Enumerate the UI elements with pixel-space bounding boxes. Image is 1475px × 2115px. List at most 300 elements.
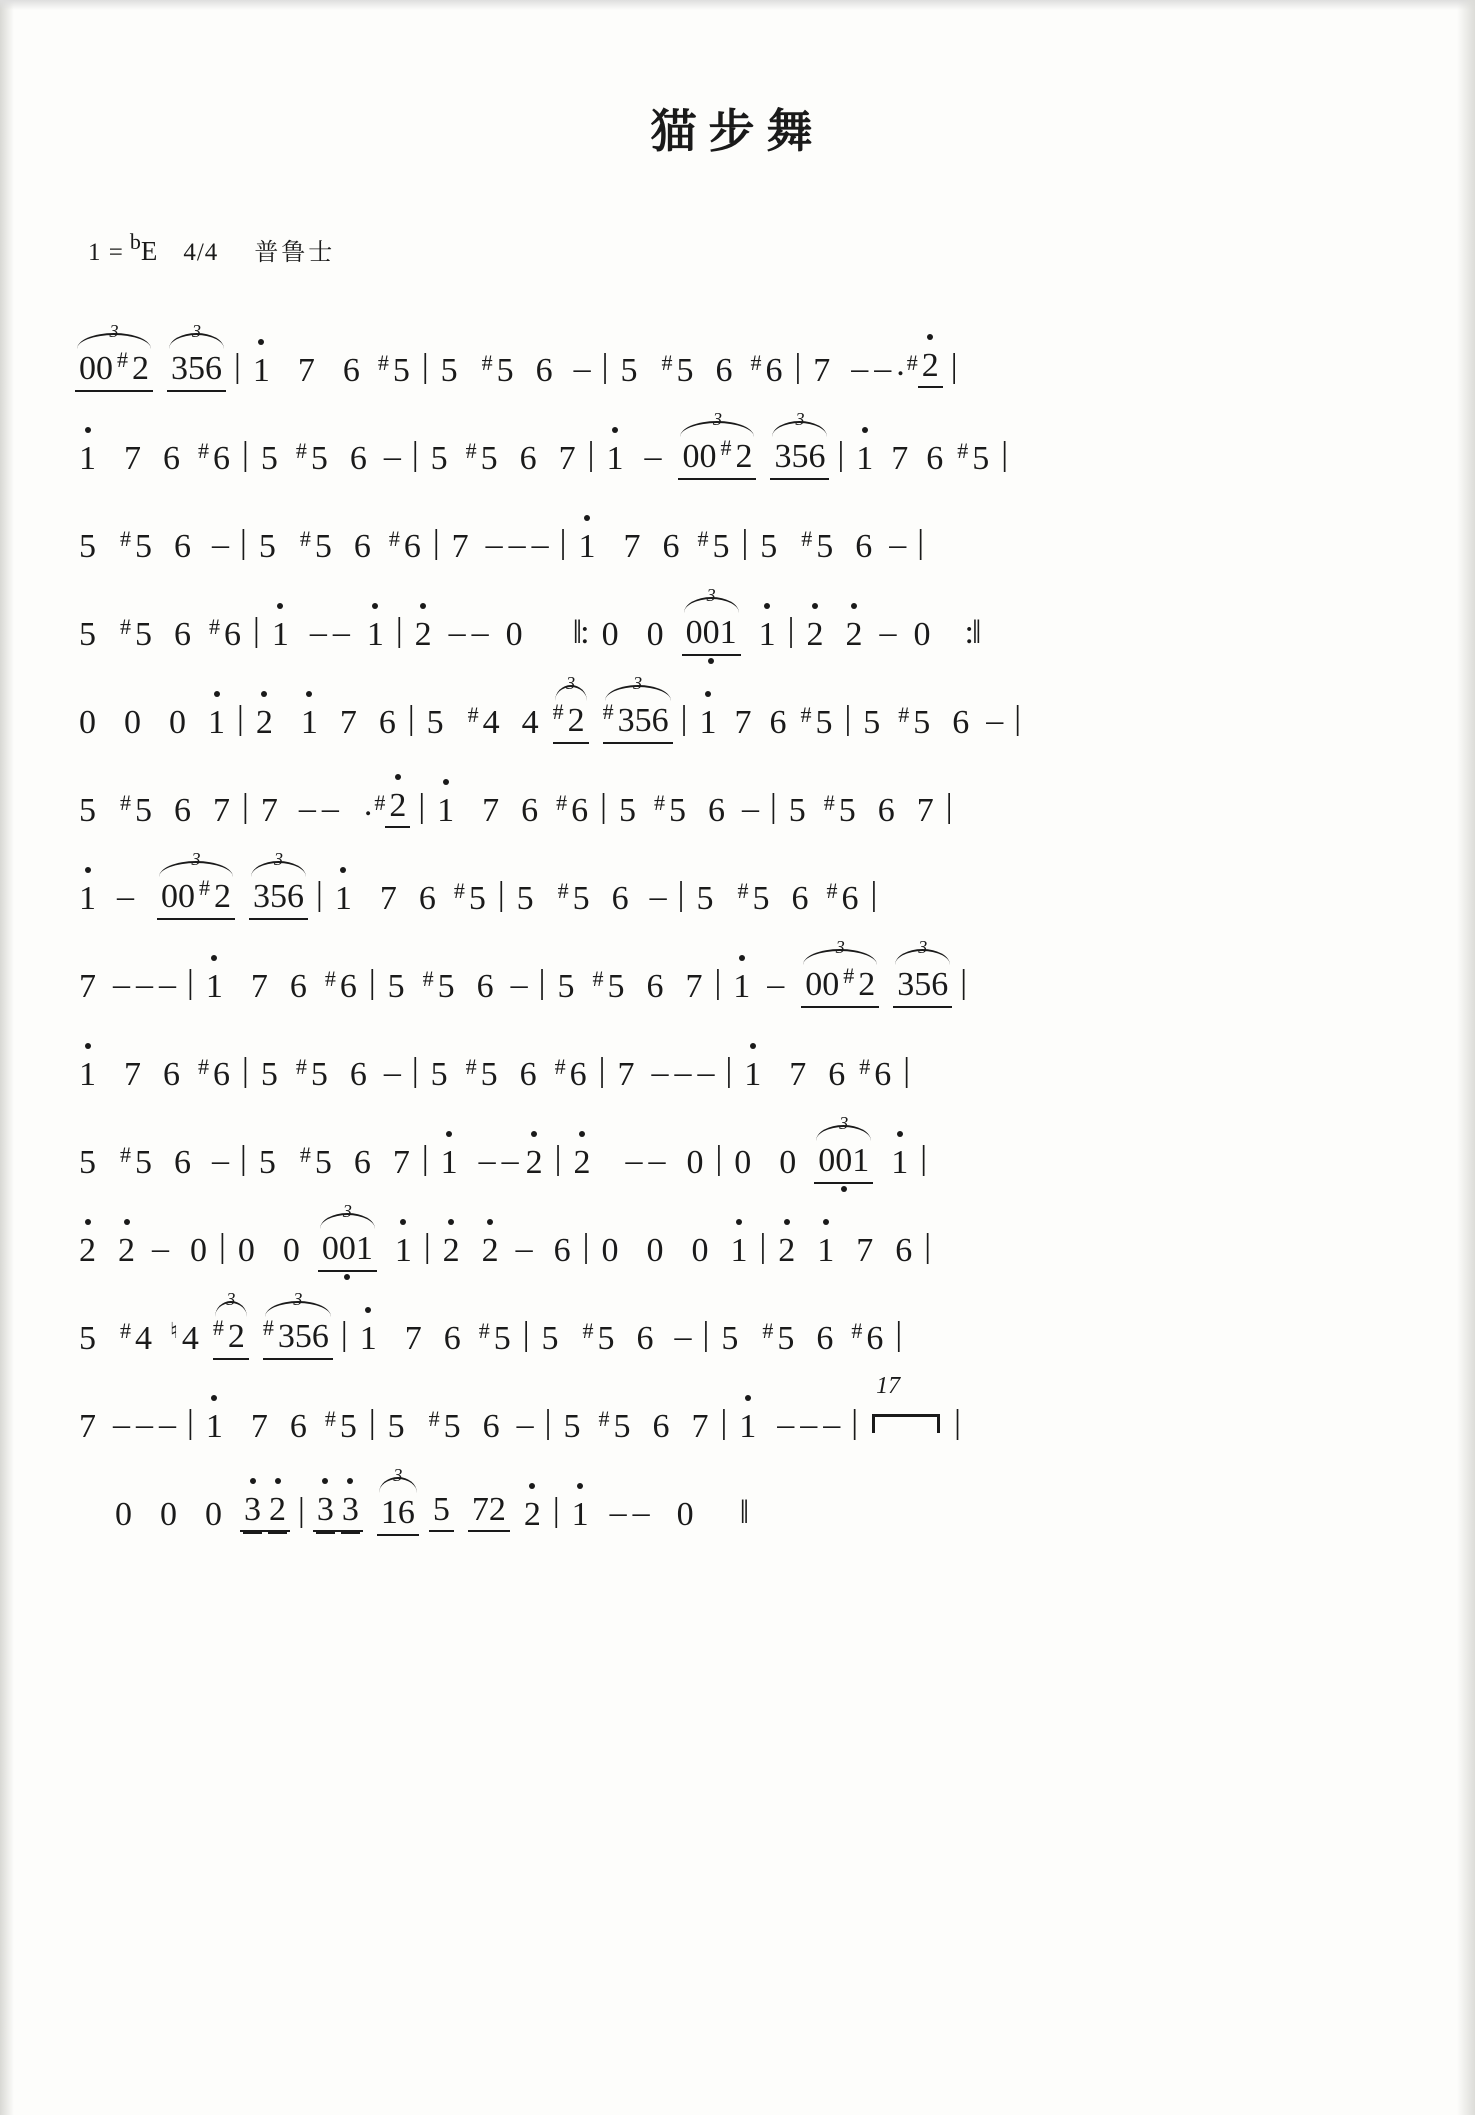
note: 001 bbox=[682, 616, 741, 650]
note: 2 bbox=[114, 1234, 139, 1268]
note: 5 bbox=[496, 352, 514, 389]
note: 6 bbox=[652, 1408, 670, 1445]
barline: | bbox=[715, 1140, 723, 1177]
note: 6 bbox=[174, 528, 191, 565]
barline: | bbox=[895, 1316, 903, 1353]
note: 2 bbox=[252, 706, 277, 740]
note: 7 bbox=[617, 1056, 635, 1093]
sharp-icon: # bbox=[697, 526, 709, 551]
composer-name: 普鲁士 bbox=[254, 238, 336, 266]
note: 5 bbox=[563, 1408, 581, 1445]
note: 6 bbox=[636, 1320, 654, 1357]
barline: | bbox=[837, 436, 845, 473]
note: 1 bbox=[726, 1234, 751, 1268]
note: 5 bbox=[676, 352, 694, 389]
barline: | bbox=[219, 1228, 226, 1265]
sharp-icon: # bbox=[720, 435, 732, 460]
note: 5 bbox=[480, 1056, 498, 1093]
triplet-number: 3 bbox=[191, 849, 201, 869]
barline: | bbox=[497, 876, 505, 913]
note: 001 bbox=[318, 1232, 377, 1266]
duration-dash: – bbox=[531, 526, 549, 563]
repeat-end-barline: :‖ bbox=[964, 614, 980, 651]
triplet-number: 3 bbox=[795, 409, 805, 429]
sharp-icon: # bbox=[598, 1406, 610, 1431]
duration-dash: – bbox=[741, 790, 759, 827]
duration-dash: – bbox=[889, 526, 907, 563]
sharp-icon: # bbox=[554, 1054, 566, 1079]
sharp-icon: # bbox=[453, 878, 465, 903]
duration-dash: – bbox=[501, 1142, 519, 1179]
note: 5 bbox=[597, 1320, 615, 1357]
note: 7 bbox=[685, 968, 703, 1005]
note: 6 bbox=[289, 968, 307, 1005]
note: 0 bbox=[779, 1144, 797, 1181]
dot-mark: . bbox=[896, 346, 905, 383]
sharp-icon: # bbox=[198, 1054, 209, 1079]
triplet-group bbox=[75, 321, 153, 388]
note: 5 bbox=[721, 1320, 739, 1357]
sharp-icon: # bbox=[299, 1142, 311, 1167]
duration-dash: – bbox=[625, 1142, 643, 1179]
barline: | bbox=[960, 964, 968, 1001]
sharp-icon: # bbox=[801, 526, 813, 551]
note: 7 bbox=[124, 440, 141, 477]
sharp-icon: # bbox=[295, 438, 307, 463]
sharp-icon: # bbox=[851, 1318, 863, 1343]
duration-dash: – bbox=[309, 614, 327, 651]
note: 2 bbox=[520, 1498, 545, 1532]
barline: | bbox=[237, 700, 244, 737]
note: 7 bbox=[404, 1320, 422, 1357]
sharp-icon: # bbox=[859, 1054, 871, 1079]
note: 6 bbox=[715, 352, 733, 389]
scan-edge-top bbox=[0, 0, 1475, 10]
sharp-icon: # bbox=[465, 438, 477, 463]
notation-line bbox=[75, 652, 1405, 740]
note: 5 bbox=[135, 792, 152, 829]
note: 5 bbox=[135, 528, 152, 565]
triplet-number: 3 bbox=[293, 1289, 303, 1309]
barline: | bbox=[787, 612, 795, 649]
note: 5 bbox=[913, 704, 931, 741]
note: 1 bbox=[695, 706, 720, 740]
barline: | bbox=[544, 1404, 552, 1441]
notation-line bbox=[75, 564, 1405, 652]
note: 7 bbox=[451, 528, 469, 565]
note: 5 bbox=[260, 1056, 278, 1093]
note: 5 bbox=[437, 968, 455, 1005]
note: 1 bbox=[297, 706, 322, 740]
flat-symbol: b bbox=[129, 229, 141, 254]
barline: | bbox=[769, 788, 777, 825]
note: 6 bbox=[791, 880, 809, 917]
note: 7 bbox=[734, 704, 752, 741]
note: 2 bbox=[411, 618, 436, 652]
sharp-icon: # bbox=[843, 963, 855, 988]
note: 3 bbox=[313, 1493, 338, 1532]
note: 6 bbox=[535, 352, 553, 389]
note: 0 bbox=[601, 616, 619, 653]
note: 7 bbox=[260, 792, 278, 829]
triplet-group bbox=[157, 849, 235, 916]
barline: | bbox=[903, 1052, 911, 1089]
barline: | bbox=[677, 876, 685, 913]
barline: | bbox=[411, 436, 419, 473]
barline: | bbox=[1001, 436, 1009, 473]
barline: | bbox=[714, 964, 722, 1001]
sharp-icon: # bbox=[209, 614, 220, 639]
barline: | bbox=[242, 1052, 249, 1089]
key-prefix: 1 = bbox=[88, 239, 124, 266]
note: 6 bbox=[213, 1056, 230, 1093]
barline: | bbox=[187, 1404, 194, 1441]
barline: | bbox=[870, 876, 878, 913]
note: 5 bbox=[712, 528, 730, 565]
note: 4 bbox=[135, 1320, 152, 1357]
barline: | bbox=[702, 1316, 710, 1353]
duration-dash: – bbox=[113, 966, 130, 1003]
note: 0 bbox=[686, 1144, 704, 1181]
barline: | bbox=[582, 1228, 590, 1265]
note: 001 bbox=[814, 1144, 873, 1178]
note: 0 bbox=[676, 1496, 694, 1533]
barline: | bbox=[844, 700, 852, 737]
note: 6 bbox=[174, 616, 191, 653]
note: 1 bbox=[202, 1410, 227, 1444]
duration-dash: – bbox=[649, 878, 667, 915]
duration-dash: – bbox=[298, 790, 316, 827]
triplet-group bbox=[552, 673, 589, 740]
duration-dash: – bbox=[986, 702, 1004, 739]
triplet-group bbox=[377, 1465, 419, 1532]
note: 0 bbox=[79, 704, 96, 741]
triplet-group bbox=[167, 321, 226, 388]
sharp-icon: # bbox=[120, 526, 131, 551]
barline: | bbox=[554, 1140, 562, 1177]
barline: | bbox=[538, 964, 546, 1001]
barline: | bbox=[240, 1140, 247, 1177]
barline: | bbox=[240, 524, 247, 561]
duration-dash: – bbox=[851, 350, 869, 387]
triplet-number: 3 bbox=[393, 1465, 403, 1485]
note: 5 bbox=[777, 1320, 795, 1357]
note: 0 bbox=[601, 1232, 619, 1269]
note: 1 bbox=[75, 1058, 100, 1092]
note: 6 bbox=[163, 440, 180, 477]
note: 6 bbox=[855, 528, 873, 565]
triplet-group bbox=[318, 1201, 377, 1268]
barline: | bbox=[421, 348, 429, 385]
note: 6 bbox=[816, 1320, 834, 1357]
note: 5 bbox=[310, 1056, 328, 1093]
note: 2 bbox=[569, 1146, 594, 1180]
note: 356 bbox=[171, 350, 222, 387]
notation-line bbox=[75, 300, 1405, 388]
duration-dash: – bbox=[332, 614, 350, 651]
note: 7 bbox=[813, 352, 831, 389]
note: 1 bbox=[75, 882, 100, 916]
note: 5 bbox=[339, 1408, 357, 1445]
duration-dash: – bbox=[212, 526, 229, 563]
duration-dash: – bbox=[321, 790, 339, 827]
note: 5 bbox=[426, 704, 444, 741]
note: 1 bbox=[75, 442, 100, 476]
note: 6 bbox=[553, 1232, 571, 1269]
ending-bracket bbox=[866, 1373, 946, 1444]
note: 0 bbox=[913, 616, 931, 653]
score-header bbox=[88, 229, 336, 267]
note: 2 bbox=[214, 878, 231, 915]
duration-dash: – bbox=[510, 966, 528, 1003]
note: 2 bbox=[567, 702, 585, 739]
sharp-icon: # bbox=[826, 878, 838, 903]
triplet-number: 3 bbox=[706, 585, 716, 605]
note: 5 bbox=[815, 704, 833, 741]
note: 6 bbox=[224, 616, 241, 653]
duration-dash: – bbox=[117, 878, 134, 915]
note: 0 bbox=[169, 704, 186, 741]
sharp-icon: # bbox=[906, 350, 918, 375]
note: 5 bbox=[863, 704, 881, 741]
sharp-icon: # bbox=[198, 438, 209, 463]
note: 1 bbox=[729, 970, 754, 1004]
note: 6 bbox=[476, 968, 494, 1005]
triplet-group bbox=[682, 585, 741, 652]
note: 7 bbox=[250, 1408, 268, 1445]
sharp-icon: # bbox=[750, 350, 762, 375]
barline: | bbox=[242, 788, 249, 825]
note: 5 bbox=[607, 968, 625, 1005]
barline: | bbox=[600, 788, 607, 825]
note: 4 bbox=[521, 704, 539, 741]
duration-dash: – bbox=[515, 1230, 533, 1267]
note: 7 bbox=[789, 1056, 807, 1093]
note: 6 bbox=[611, 880, 629, 917]
note: 5 bbox=[314, 1144, 332, 1181]
note: 6 bbox=[403, 528, 421, 565]
sharp-icon: # bbox=[582, 1318, 594, 1343]
note: 7 bbox=[379, 880, 397, 917]
note: 5 bbox=[79, 616, 96, 653]
note: 7 bbox=[623, 528, 641, 565]
natural-icon: ♮ bbox=[170, 1318, 178, 1343]
barline: | bbox=[432, 524, 440, 561]
note: 5 bbox=[557, 968, 575, 1005]
note: 7 bbox=[691, 1408, 709, 1445]
triplet-group bbox=[212, 1289, 249, 1356]
note: 6 bbox=[877, 792, 895, 829]
key-letter: E bbox=[140, 236, 158, 266]
note: 1 bbox=[331, 882, 356, 916]
sharp-icon: # bbox=[602, 699, 614, 724]
note: 5 bbox=[387, 1408, 405, 1445]
barline: | bbox=[522, 1316, 530, 1353]
note: 6 bbox=[769, 704, 787, 741]
note: 7 bbox=[250, 968, 268, 1005]
note: 3 bbox=[240, 1493, 265, 1532]
note: 5 bbox=[258, 528, 276, 565]
note: 6 bbox=[521, 792, 539, 829]
sharp-icon: # bbox=[324, 966, 336, 991]
triplet-number: 3 bbox=[835, 937, 845, 957]
triplet-number: 3 bbox=[566, 673, 576, 693]
note: 5 bbox=[79, 1144, 96, 1181]
sharp-icon: # bbox=[262, 1315, 274, 1340]
duration-dash: – bbox=[767, 966, 785, 1003]
note: 5 bbox=[392, 352, 410, 389]
notation-line bbox=[75, 1268, 1405, 1356]
duration-dash: – bbox=[874, 350, 892, 387]
note: 2 bbox=[478, 1234, 503, 1268]
scan-edge-right bbox=[1457, 0, 1475, 2115]
note: 5 bbox=[541, 1320, 559, 1357]
note: 7 bbox=[891, 440, 909, 477]
sharp-icon: # bbox=[324, 1406, 336, 1431]
note: 5 bbox=[838, 792, 856, 829]
barline: | bbox=[552, 1492, 560, 1529]
note: 1 bbox=[202, 970, 227, 1004]
note: 00 bbox=[161, 878, 195, 915]
note: 6 bbox=[213, 440, 230, 477]
barline: | bbox=[368, 964, 376, 1001]
barline: | bbox=[950, 348, 958, 385]
notation-line bbox=[75, 476, 1405, 564]
note: 6 bbox=[895, 1232, 913, 1269]
note: 0 bbox=[205, 1496, 222, 1533]
note: 16 bbox=[380, 1494, 415, 1531]
notation-line bbox=[75, 1444, 1405, 1532]
barline: | bbox=[759, 1228, 767, 1265]
duration-dash: – bbox=[478, 1142, 496, 1179]
note: 2 bbox=[265, 1493, 290, 1532]
barline: | bbox=[601, 348, 609, 385]
barline: | bbox=[340, 1316, 348, 1353]
sharp-icon: # bbox=[737, 878, 749, 903]
triplet-group bbox=[801, 937, 879, 1004]
note: 1 bbox=[887, 1146, 912, 1180]
note: 7 bbox=[124, 1056, 141, 1093]
note: 5 bbox=[314, 528, 332, 565]
notation-line bbox=[75, 1356, 1405, 1444]
note: 7 bbox=[916, 792, 934, 829]
barline: | bbox=[187, 964, 194, 1001]
sharp-icon: # bbox=[120, 1318, 131, 1343]
note: 4 bbox=[482, 704, 500, 741]
triplet-group bbox=[262, 1289, 333, 1356]
barline: | bbox=[598, 1052, 606, 1089]
note: 1 bbox=[391, 1234, 416, 1268]
sharp-icon: # bbox=[556, 790, 568, 815]
barline: | bbox=[741, 524, 749, 561]
note: 6 bbox=[828, 1056, 846, 1093]
sharp-icon: # bbox=[428, 1406, 440, 1431]
barline: | bbox=[954, 1404, 961, 1441]
note: 6 bbox=[349, 1056, 367, 1093]
note: 2 bbox=[774, 1234, 799, 1268]
barline: | bbox=[298, 1492, 305, 1529]
sharp-icon: # bbox=[120, 1142, 131, 1167]
note: 5 bbox=[430, 1056, 448, 1093]
note: 6 bbox=[418, 880, 436, 917]
note: 2 bbox=[735, 438, 753, 475]
note: 0 bbox=[646, 1232, 664, 1269]
note: 5 bbox=[258, 1144, 276, 1181]
note: 356 bbox=[253, 878, 304, 915]
triplet-number: 3 bbox=[342, 1201, 352, 1221]
note: 5 bbox=[816, 528, 834, 565]
note: 4 bbox=[181, 1320, 199, 1357]
duration-dash: – bbox=[823, 1406, 841, 1443]
sharp-icon: # bbox=[653, 790, 665, 815]
note: 1 bbox=[268, 618, 293, 652]
barline: | bbox=[917, 524, 925, 561]
triplet-number: 3 bbox=[274, 849, 283, 869]
note: 5 bbox=[752, 880, 770, 917]
note: 6 bbox=[163, 1056, 180, 1093]
ending-number: 17 bbox=[876, 1373, 901, 1399]
note: 1 bbox=[852, 442, 877, 476]
note: 356 bbox=[897, 966, 949, 1003]
note: 5 bbox=[135, 1144, 152, 1181]
triplet-number: 3 bbox=[109, 321, 119, 341]
note: 5 bbox=[696, 880, 714, 917]
barline: | bbox=[680, 700, 688, 737]
notation-body bbox=[75, 300, 1405, 1532]
barline: | bbox=[253, 612, 260, 649]
sharp-icon: # bbox=[823, 790, 835, 815]
sharp-icon: # bbox=[478, 1318, 490, 1343]
note: 1 bbox=[204, 706, 229, 740]
note: 5 bbox=[440, 352, 458, 389]
sharp-icon: # bbox=[212, 1315, 224, 1340]
note: 1 bbox=[602, 442, 627, 476]
note: 2 bbox=[227, 1318, 245, 1355]
barline: | bbox=[411, 1052, 419, 1089]
note: 2 bbox=[439, 1234, 464, 1268]
time-signature: 4/4 bbox=[183, 239, 219, 266]
barline: | bbox=[368, 1404, 376, 1441]
note: 5 bbox=[668, 792, 686, 829]
sharp-icon: # bbox=[422, 966, 434, 991]
note: 6 bbox=[662, 528, 680, 565]
triplet-group bbox=[249, 849, 308, 916]
note: 1 bbox=[433, 794, 458, 828]
note: 2 bbox=[841, 618, 866, 652]
note: 5 bbox=[260, 440, 278, 477]
note: 6 bbox=[174, 792, 191, 829]
notation-line bbox=[75, 1004, 1405, 1092]
note: 6 bbox=[866, 1320, 884, 1357]
note: 5 bbox=[443, 1408, 461, 1445]
note: 1 bbox=[568, 1498, 593, 1532]
note: 0 bbox=[124, 704, 141, 741]
notation-line bbox=[75, 1092, 1405, 1180]
note: 6 bbox=[378, 704, 396, 741]
duration-dash: – bbox=[152, 1230, 169, 1267]
page-title: 猫步舞 bbox=[650, 104, 825, 158]
sharp-icon: # bbox=[762, 1318, 774, 1343]
note: 6 bbox=[339, 968, 357, 1005]
triplet-number: 3 bbox=[192, 321, 201, 341]
note: 2 bbox=[858, 966, 876, 1003]
sharp-icon: # bbox=[898, 702, 910, 727]
duration-dash: – bbox=[632, 1494, 650, 1531]
barline: | bbox=[423, 1228, 431, 1265]
note: 6 bbox=[482, 1408, 500, 1445]
sharp-icon: # bbox=[552, 699, 564, 724]
sharp-icon: # bbox=[377, 350, 389, 375]
